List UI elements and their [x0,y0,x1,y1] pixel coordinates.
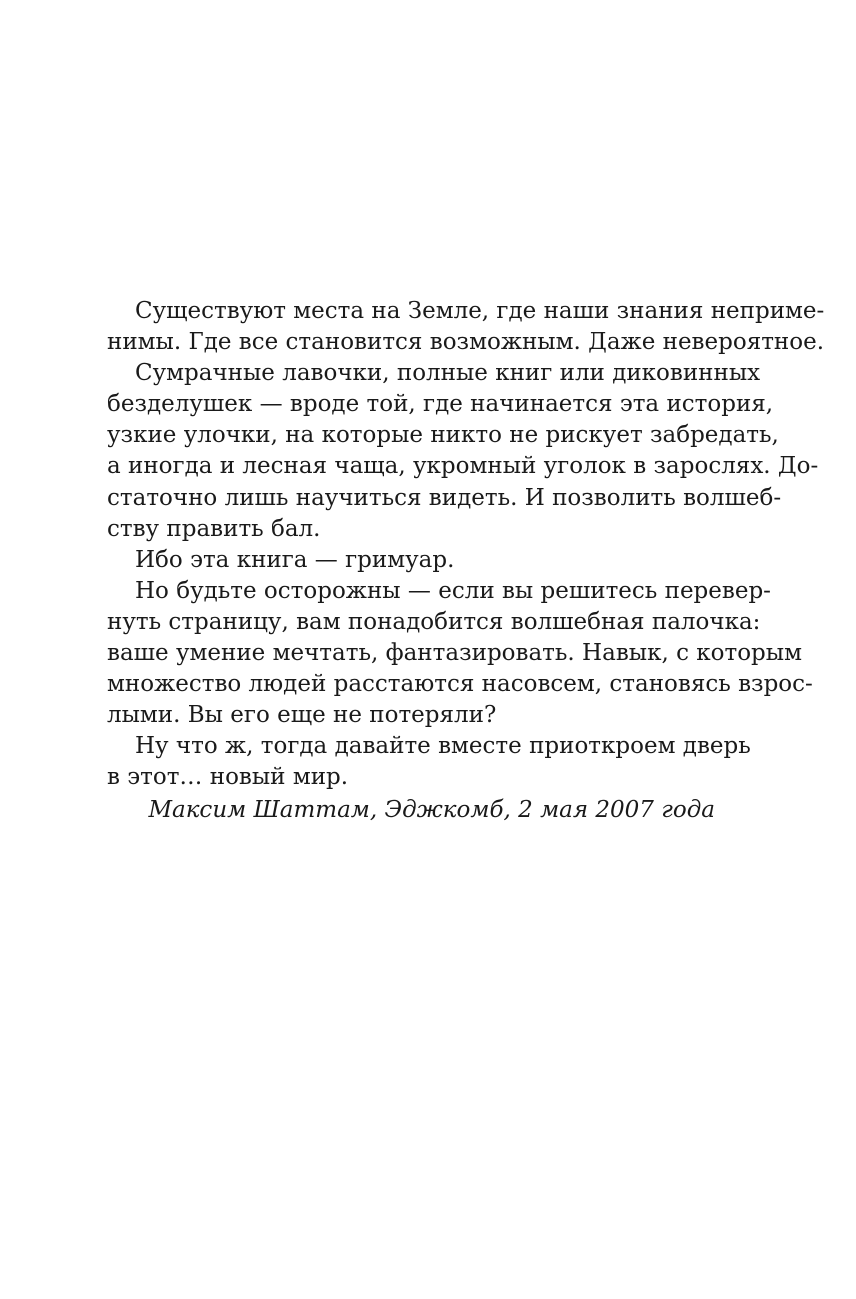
paragraph-line: узкие улочки, на которые никто не рискует забредать, [107,422,779,449]
paragraph-line: ству править бал. [107,515,321,542]
paragraph-line: лыми. Вы его еще не потеряли? [107,702,497,729]
paragraph-line: Ибо эта книга — гримуар. [135,546,455,573]
paragraph-line: ваше умение мечтать, фантазировать. Навык, с которым [107,640,802,667]
preface-text [107,296,825,794]
paragraph-line: Но будьте осторожны — если вы решитесь перевер- [135,577,771,604]
paragraph-line: статочно лишь научиться видеть. И позволить волшеб- [107,484,782,511]
paragraph-line: нимы. Где все становится возможным. Даже невероятное. [107,329,825,356]
paragraph-line: множество людей расстаются насовсем, становясь взрос- [107,671,813,698]
paragraph-line: Существуют места на Земле, где наши знания неприме- [135,298,825,324]
paragraph-line: Сумрачные лавочки, полные книг или диковинных [135,360,761,387]
paragraph-line: нуть страницу, вам понадобится волшебная палочка: [107,608,761,635]
paragraph-line: в этот… новый мир. [107,764,349,791]
author-signature: Максим Шаттам, Эджкомб, 2 мая 2007 года [148,797,715,823]
paragraph-line: Ну что ж, тогда давайте вместе приоткроем дверь [135,733,751,760]
paragraph-line: безделушек — вроде той, где начинается эта история, [107,391,774,418]
paragraph-line: а иногда и лесная чаща, укромный уголок в зарослях. До- [107,453,819,480]
